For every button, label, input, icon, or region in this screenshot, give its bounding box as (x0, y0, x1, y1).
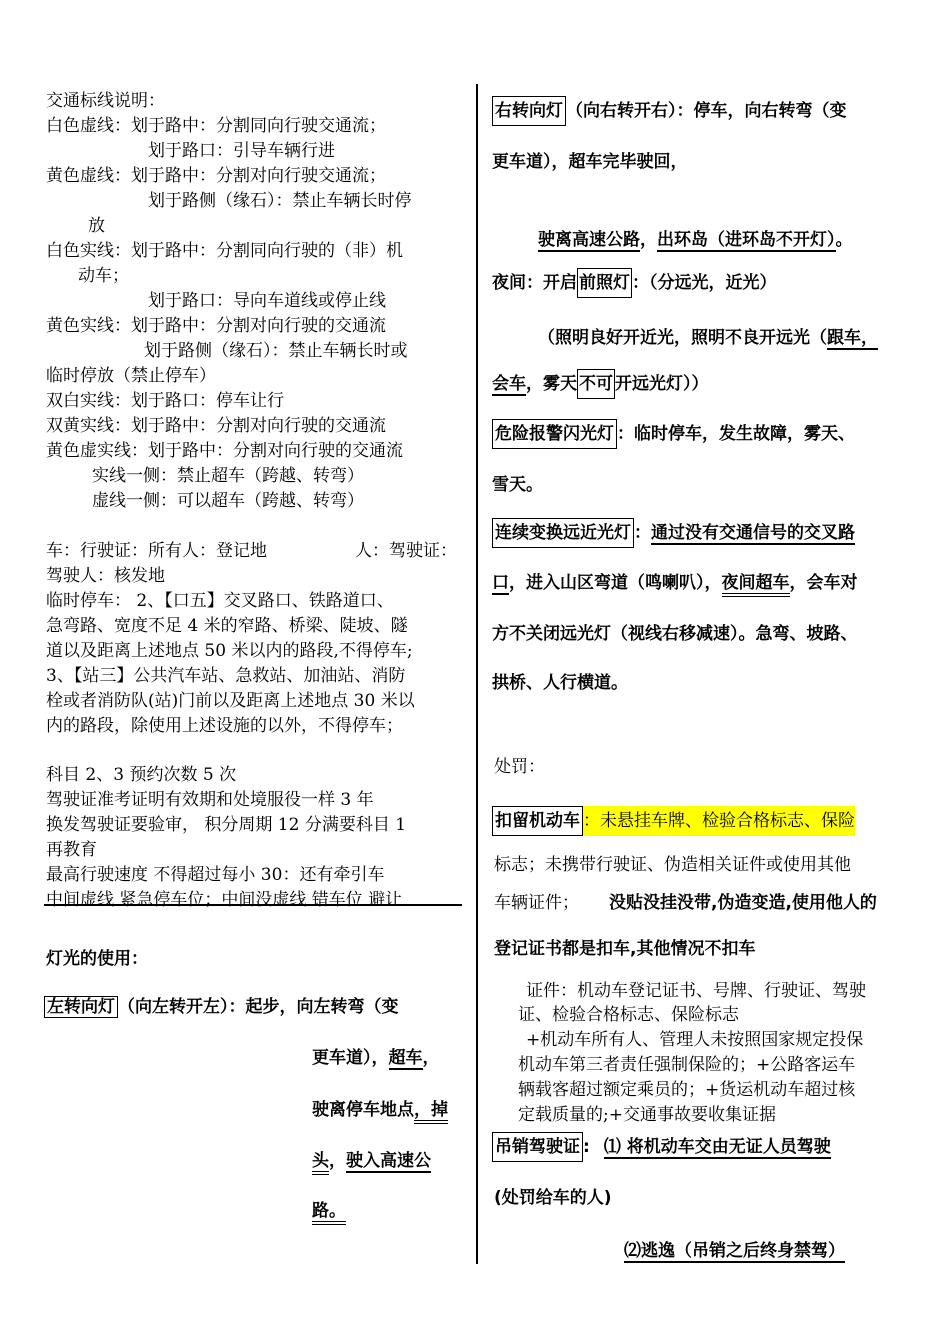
night-line-3 (492, 369, 709, 394)
flash-line-3: 方不关闭远光灯（视线右移减速）。急弯、坡路、 (492, 624, 858, 644)
docs-line: 定载质量的;+交通事故要收集证据 (518, 1105, 776, 1125)
column-divider (476, 84, 478, 1264)
night-overtake-text: 夜间超车 (722, 573, 790, 597)
detain-line-3 (494, 888, 877, 913)
left-line: 双白实线：划于路口：停车让行 (46, 391, 284, 411)
detain-line-1 (492, 806, 855, 831)
revoke-item-1: ⑴ 将机动车交由无证人员驾驶 (603, 1137, 831, 1157)
left-line: 3、【站三】公共汽车站、急救站、加油站、消防 (46, 666, 406, 686)
not-allowed-box: 不可 (577, 369, 615, 399)
left-line: 白色虚线：划于路中：分割同向行驶交通流； (46, 116, 386, 136)
left-turn-text: （向左转开左）：起步，向左转弯（变 (118, 997, 399, 1017)
left-line: 放 (88, 216, 105, 236)
left-line: 划于路口：引导车辆行进 (148, 141, 335, 161)
left-turn-label: 左转向灯 (44, 996, 118, 1018)
left-line: 动车； (78, 266, 129, 286)
revoke-line-1 (492, 1132, 831, 1157)
text-span: （照明良好开近光，照明不良开远光（ (538, 328, 827, 348)
left-line: 再教育 (46, 840, 97, 860)
left-line: 交通标线说明： (46, 91, 165, 111)
left-line: 科目 2、3 预约次数 5 次 (46, 765, 237, 785)
flash-line-2 (492, 568, 858, 593)
docs-line: 机动车第三者责任强制保险的；+公路客运车 (518, 1055, 856, 1075)
left-line: 栓或者消防队(站)门前以及距离上述地点 30 米以 (46, 691, 415, 711)
right-turn-line-2: 更车道），超车完毕驶回， (492, 152, 688, 172)
text-span: （向右转开右）：停车，向右转弯（变 (566, 101, 847, 121)
text-span: 驶离停车地点 (312, 1100, 414, 1120)
text-span: ： (634, 523, 651, 543)
left-line: 双黄实线：划于路中：分割对向行驶的交通流 (46, 416, 386, 436)
left-turn-line-5 (312, 1196, 346, 1221)
left-line: 最高行驶速度 不得超过每小 30：还有牵引车 (46, 865, 385, 885)
right-turn-line-1 (492, 96, 847, 121)
text-span: 开远光灯）） (615, 374, 709, 394)
left-turn-line-1 (44, 992, 399, 1017)
left-line: 划于路侧（缘石）：禁止车辆长时停 (148, 191, 412, 211)
docs-line: 证、检验合格标志、保险标志 (518, 1005, 739, 1025)
left-turn-line-2 (312, 1043, 440, 1068)
highway-enter-text: 驶入高速公 (346, 1151, 431, 1171)
text-span: 通过没有交通信号的交叉路 (651, 523, 855, 543)
uturn-text: ，掉 (414, 1100, 448, 1124)
night-line-1 (492, 268, 777, 293)
hazard-line-1 (492, 419, 855, 444)
headlight-label: 前照灯 (577, 268, 632, 298)
penalty-title: 处罚： (494, 757, 545, 777)
docs-line: +机动车所有人、管理人未按照国家规定投保 (526, 1030, 864, 1050)
left-line: 道以及距离上述地点 50 米以内的路段,不得停车; (46, 641, 413, 661)
left-line: 黄色实线：划于路中：分割对向行驶的交通流 (46, 316, 386, 336)
follow-text: 跟车 (827, 328, 861, 348)
text-span: 驶离高速公路 (538, 230, 640, 250)
text-span: 口 (492, 573, 509, 593)
detain-line-4: 登记证书都是扣车,其他情况不扣车 (494, 939, 756, 959)
text-span: ，会车对 (789, 573, 858, 593)
right-turn-line-3 (538, 225, 853, 250)
revoke-line-3 (624, 1236, 845, 1261)
left-line: 划于路侧（缘石）：禁止车辆长时或 (144, 341, 408, 361)
overtake-text: 超车 (388, 1048, 423, 1068)
text-span: 头 (312, 1151, 329, 1175)
left-line: 临时停车： 2、【口五】交叉路口、铁路道口、 (46, 591, 394, 611)
detain-line-2: 标志；未携带行驶证、伪造相关证件或使用其他 (494, 855, 851, 875)
lights-title: 灯光的使用： (46, 949, 148, 969)
left-line: 换发驾驶证要验审， 积分周期 12 分满要科目 1 (46, 815, 407, 835)
left-line: 临时停放（禁止停车） (46, 366, 216, 386)
text-span: ， (861, 328, 878, 348)
left-line: 驾驶证准考证明有效期和处境服役一样 3 年 (46, 790, 374, 810)
left-line: 黄色虚线：划于路中：分割对向行驶交通流； (46, 166, 386, 186)
left-turn-line-3 (312, 1095, 448, 1120)
text-span: ，进入山区弯道（鸣喇叭）， (509, 573, 722, 593)
detain-label: 扣留机动车 (492, 806, 583, 836)
left-line: 实线一侧：禁止超车（跨越、转弯） (92, 466, 364, 486)
flash-line-1 (492, 518, 855, 543)
flash-label: 连续变换远近光灯 (492, 518, 634, 548)
left-line: 虚线一侧：可以超车（跨越、转弯） (92, 491, 364, 511)
left-line: 人：驾驶证： (355, 541, 457, 561)
text-span: ， (422, 1048, 440, 1068)
text-span: ， (640, 230, 657, 250)
left-line: 驾驶人：核发地 (46, 566, 165, 586)
text-span: ，雾天 (526, 374, 577, 394)
docs-line: 证件：机动车登记证书、号牌、行驶证、驾驶 (526, 981, 866, 1001)
left-line: 急弯路、宽度不足 4 米的窄路、桥梁、陡坡、隧 (46, 616, 408, 636)
hazard-label: 危险报警闪光灯 (492, 419, 617, 449)
left-line: 黄色虚实线：划于路中：分割对向行驶的交通流 (46, 441, 403, 461)
flash-line-4: 拱桥、人行横道。 (492, 673, 628, 693)
revoke-label: 吊销驾驶证 (492, 1132, 583, 1162)
revoke-item-2: ⑵逃逸（吊销之后终身禁驾） (624, 1241, 845, 1261)
text-span: 夜间：开启 (492, 273, 577, 293)
text-span: 路。 (312, 1201, 346, 1225)
text-span: 更车道）， (312, 1048, 389, 1068)
revoke-line-2: (处罚给车的人) (494, 1188, 612, 1208)
text-span: 车辆证件； (494, 893, 579, 913)
left-line: 中间虚线 紧急停车位；中间没虚线 错车位 避让 (46, 890, 403, 910)
text-span: ：临时停车，发生故障，雾天、 (617, 424, 855, 444)
left-line: 内的路段，除使用上述设施的以外，不得停车； (46, 716, 403, 736)
highlighted-text: ：未悬挂车牌、检验合格标志、保险 (583, 806, 855, 836)
text-span: 出环岛（进环岛不开灯） (657, 230, 836, 250)
left-line: 白色实线：划于路中：分割同向行驶的（非）机 (46, 241, 403, 261)
docs-line: 辆载客超过额定乘员的；+货运机动车超过核 (518, 1080, 856, 1100)
text-span: ， (329, 1151, 346, 1171)
left-line: 划于路口：导向车道线或停止线 (148, 291, 386, 311)
text-span: 。 (835, 230, 853, 250)
night-line-2 (538, 323, 878, 348)
text-span: 没贴没挂没带,伪造变造,使用他人的 (609, 893, 877, 913)
right-turn-label: 右转向灯 (492, 96, 566, 126)
text-span: ：（分远光，近光） (632, 273, 777, 293)
text-span: : (583, 1137, 590, 1157)
hazard-line-2: 雪天。 (492, 475, 543, 495)
left-turn-line-4 (312, 1146, 431, 1171)
text-span: 会车 (492, 374, 526, 394)
left-line: 车：行驶证：所有人：登记地 (46, 541, 267, 561)
